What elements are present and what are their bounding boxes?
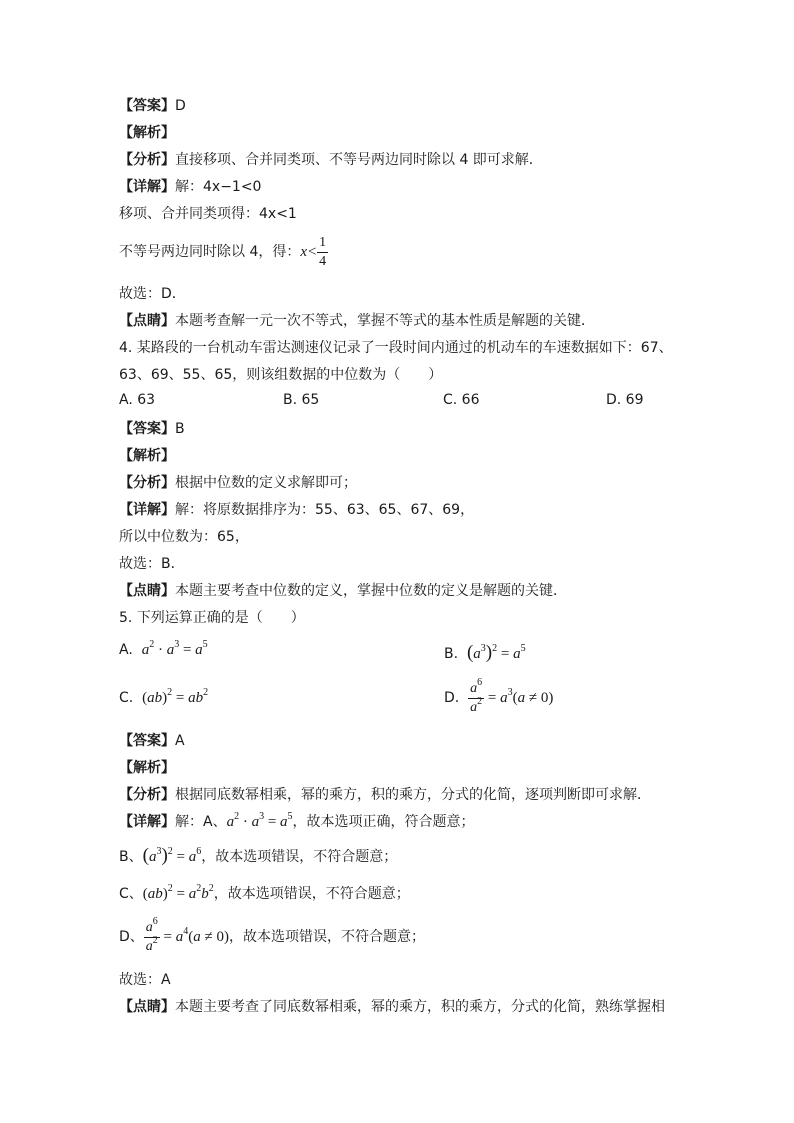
q4-fenxi-line [119,473,357,493]
d-prefix: D、 [119,929,144,945]
q5-option-d [444,677,554,715]
q5-xiangjie-line [119,812,475,832]
q5-options-row2 [119,677,679,722]
q5-option-b [444,642,526,664]
dianjing-text: 本题主要考查了同底数幂相乘，幂的乘方，积的乘方，分式的化简，熟练掌握相 [175,999,665,1015]
formula-a-check: $a^2 \cdot a^3 = a^5$ [226,811,293,830]
a-verdict: ，故本选项正确，符合题意； [292,814,475,830]
q5-answer-line [119,731,185,751]
fenxi-text: 直接移项、合并同类项、不等号两边同时除以 4 即可求解． [175,152,543,168]
q5-options-row1 [119,639,679,668]
answer-value: B [175,421,185,437]
q5-option-c [119,687,209,707]
q5-analysis-tag: 【解析】 [119,760,175,776]
q4-answer-line [119,419,185,439]
formula-b-check: $(a^3)^2 = a^6$ [142,845,202,866]
xiangjie-expr: 4x−1<0 [203,179,262,195]
q4-options [119,392,679,412]
dianjing-tag: 【点睛】 [119,583,175,599]
xiangjie-pre: 解： [175,179,203,195]
step2-text: 不等号两边同时除以 4，得： [119,244,301,260]
formula-c: $(ab)^2 = ab^2$ [142,687,209,706]
formula-b: $(a^3)^2 = a^5$ [466,642,526,663]
q4-option-d: D. 69 [606,392,644,408]
q5-c-line [119,884,410,904]
fenxi-tag: 【分析】 [119,475,175,491]
answer-value: D [175,98,186,114]
c-prefix: C、 [119,886,143,902]
xiangjie-tag: 【详解】 [119,814,175,830]
fenxi-tag: 【分析】 [119,152,175,168]
q3-step2 [119,232,328,272]
fraction-denominator: 4 [319,253,327,269]
q5-option-a [119,639,208,659]
q5-dianjing-line [119,997,665,1017]
fenxi-text: 根据中位数的定义求解即可； [175,475,357,491]
option-label: B. [444,646,459,662]
q5-stem: 5. 下列运算正确的是（ ） [119,610,305,626]
q4-choose: 故选：B． [119,556,185,572]
b-prefix: B、 [119,849,143,865]
q4-step1: 所以中位数为：65， [119,529,249,545]
q4-xiangjie-line [119,500,474,520]
fraction-numerator: 1 [319,234,327,250]
q4-option-b: B. 65 [283,392,320,408]
option-label: D. [444,689,460,706]
q3-dianjing-line [119,311,595,331]
xiangjie-tag: 【详解】 [119,179,175,195]
formula-d: $\frac{a^6}{a^2}$ = $a^3(a \ne 0)$ [470,677,554,715]
q3-answer-line [119,96,186,116]
fenxi-text: 根据同底数幂相乘，幂的乘方，积的乘方，分式的化简，逐项判断即可求解． [175,787,651,803]
formula-c-check: $(ab)^2 = a^2b^2$ [142,883,214,902]
dianjing-tag: 【点睛】 [119,313,175,329]
q3-choose: 故选：D． [119,286,186,302]
option-label: A. [119,642,133,658]
q5-b-line [119,846,397,867]
step2-lhs: x< [300,244,318,260]
answer-tag: 【答案】 [119,733,175,749]
answer-tag: 【答案】 [119,421,175,437]
c-verdict: ，故本选项错误，不符合题意； [213,886,410,902]
dianjing-text: 本题主要考查中位数的定义，掌握中位数的定义是解题的关键． [175,583,567,599]
xiangjie-text: 解：将原数据排序为：55、63、65、67、69， [175,502,475,518]
xiangjie-pre: 解：A、 [175,814,227,830]
xiangjie-tag: 【详解】 [119,502,175,518]
fenxi-tag: 【分析】 [119,787,175,803]
dianjing-tag: 【点睛】 [119,999,175,1015]
q4-stem-line1: 4. 某路段的一台机动车雷达测速仪记录了一段时间内通过的机动车的车速数据如下：67、 [119,340,673,356]
d-verdict: ，故本选项错误，不符合题意； [228,929,425,945]
q3-step1: 移项、合并同类项得：4x<1 [119,206,297,222]
q4-option-a: A. 63 [119,392,156,408]
fraction-one-quarter [317,236,328,269]
formula-a: $a^2 \cdot a^3 = a^5$ [141,639,208,658]
option-label: C. [119,690,134,706]
q5-fenxi-line [119,785,651,805]
dianjing-text: 本题考查解一元一次不等式，掌握不等式的基本性质是解题的关键． [175,313,595,329]
q3-xiangjie-line [119,177,261,197]
q4-option-c: C. 66 [443,392,480,408]
q4-stem-line2: 63、69、55、65，则该组数据的中位数为（ ） [119,367,443,383]
q5-choose: 故选：A [119,972,171,988]
answer-tag: 【答案】 [119,98,175,114]
q3-fenxi-line [119,150,543,170]
q4-dianjing-line [119,581,567,601]
q4-analysis-tag: 【解析】 [119,448,175,464]
q3-analysis-tag: 【解析】 [119,125,175,141]
q5-d-line [119,916,425,958]
answer-value: A [175,733,185,749]
formula-d-check: $\frac{a^6}{a^2}$ = $a^4(a \ne 0)$ [145,916,229,955]
b-verdict: ，故本选项错误，不符合题意； [201,849,398,865]
